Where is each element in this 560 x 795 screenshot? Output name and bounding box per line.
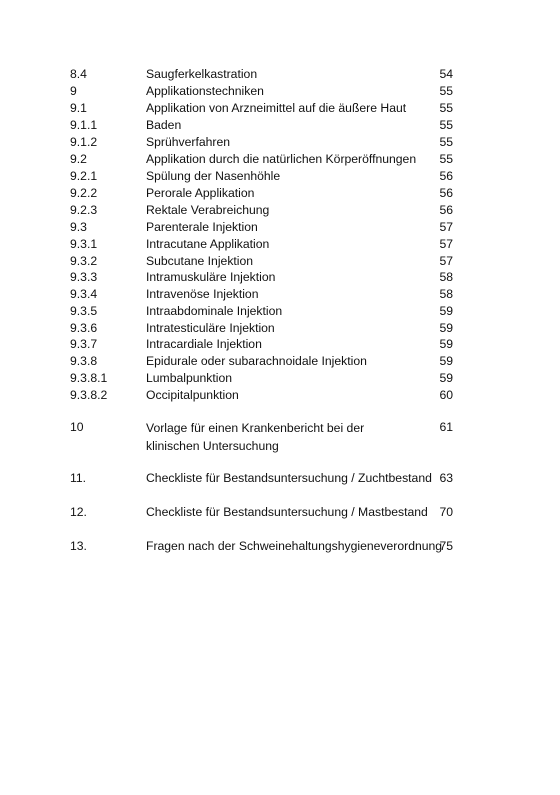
toc-entry-number: 9.3.2 [70,254,98,268]
toc-entry-page: 55 [439,118,453,132]
toc-entry-number: 9.2.1 [70,169,98,183]
toc-entry-number: 9.1.1 [70,118,98,132]
toc-entry-page: 57 [439,220,453,234]
toc-entry-title: Intraabdominale Injektion [146,304,283,318]
toc-entry-page: 59 [439,354,453,368]
toc-entry-page: 55 [439,101,453,115]
toc-entry-page: 58 [439,270,453,284]
toc-entry-page: 59 [439,371,453,385]
toc-entry-number: 12. [70,505,87,519]
toc-entry-title: Intravenöse Injektion [146,287,259,301]
toc-entry-title: Subcutane Injektion [146,254,254,268]
toc-entry-title: Intracutane Applikation [146,237,270,251]
toc-entry-page: 60 [439,388,453,402]
toc-entry-title: Intratesticuläre Injektion [146,321,275,335]
toc-entry-title: Parenterale Injektion [146,220,258,234]
toc-entry-page: 55 [439,135,453,149]
toc-entry-title: Fragen nach der Schweinehaltungshygieneverordnung [146,539,443,553]
toc-entry-page: 59 [439,337,453,351]
toc-entry-page: 57 [439,254,453,268]
toc-entry-title: Rektale Verabreichung [146,203,270,217]
toc-entry-page: 59 [439,321,453,335]
toc-entry-page: 57 [439,237,453,251]
toc-entry-title: Occipitalpunktion [146,388,239,402]
toc-entry-title: Applikation von Arzneimittel auf die äußere Haut [146,101,407,115]
toc-entry-title: Intracardiale Injektion [146,337,262,351]
toc-entry-number: 9.3.8.1 [70,371,108,385]
toc-entry-page: 63 [439,471,453,485]
toc-entry-page: 59 [439,304,453,318]
toc-entry-number: 9.3.4 [70,287,98,301]
toc-entry-number: 9.1 [70,101,87,115]
toc-entry-number: 13. [70,539,87,553]
toc-entry-title: Intramuskuläre Injektion [146,270,276,284]
toc-entry-number: 10 [70,420,84,434]
toc-entry-number: 9.2 [70,152,87,166]
toc-entry-page: 54 [439,67,453,81]
toc-entry-number: 9 [70,84,77,98]
toc-entry-title: Checkliste für Bestandsuntersuchung / Mastbestand [146,505,428,519]
toc-entry-number: 9.3.8.2 [70,388,108,402]
toc-entry-page: 70 [439,505,453,519]
toc-entry-number: 9.2.2 [70,186,98,200]
toc-entry-page: 56 [439,169,453,183]
toc-entry-number: 11. [70,471,87,485]
toc-entry-title: Vorlage für einen Krankenbericht bei der klinischen Untersuchung [146,421,365,453]
toc-entry-number: 9.3.5 [70,304,98,318]
toc-entry-title: Lumbalpunktion [146,371,233,385]
toc-entry-number: 8.4 [70,67,87,81]
toc-entry-number: 9.1.2 [70,135,98,149]
toc-entry-title: Checkliste für Bestandsuntersuchung / Zuchtbestand [146,471,432,485]
toc-entry-title: Spülung der Nasenhöhle [146,169,281,183]
toc-entry-title: Baden [146,118,182,132]
toc-entry-title: Epidurale oder subarachnoidale Injektion [146,354,367,368]
toc-entry-page: 55 [439,152,453,166]
toc-entry-page: 58 [439,287,453,301]
toc-entry-page: 61 [439,420,453,434]
toc-entry-title: Applikationstechniken [146,84,264,98]
toc-entry-page: 75 [439,539,453,553]
toc-entry-number: 9.3.3 [70,270,98,284]
toc-entry-title: Sprühverfahren [146,135,231,149]
toc-entry-page: 55 [439,84,453,98]
toc-entry-number: 9.3.6 [70,321,98,335]
toc-entry-number: 9.3.7 [70,337,98,351]
toc-entry-title: Applikation durch die natürlichen Körperöffnungen [146,152,417,166]
toc-entry-number: 9.3 [70,220,87,234]
toc-entry-number: 9.2.3 [70,203,98,217]
toc-entry-page: 56 [439,203,453,217]
toc-entry-title: Perorale Applikation [146,186,255,200]
toc-entry-number: 9.3.1 [70,237,98,251]
toc-entry-title: Saugferkelkastration [146,67,258,81]
toc-entry-page: 56 [439,186,453,200]
toc-entry-number: 9.3.8 [70,354,98,368]
